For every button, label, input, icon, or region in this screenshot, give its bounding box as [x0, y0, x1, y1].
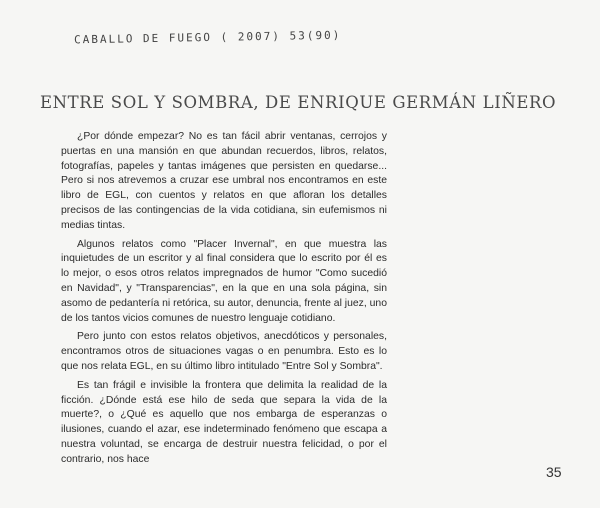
paragraph: Pero junto con estos relatos objetivos, anecdóticos y personales, encontramos otros de situaciones vagas o en penumbra. Esto es lo que nos relata EGL, en su último libro intitulado "Entre Sol y Sombra".: [61, 331, 387, 372]
article-title: ENTRE SOL Y SOMBRA, DE ENRIQUE GERMÁN LIÑERO: [40, 93, 557, 112]
article-body: [61, 130, 387, 472]
paragraph: Es tan frágil e invisible la frontera que delimita la realidad de la ficción. ¿Dónde está ese hilo de seda que separa la vida de la muerte?, o ¿Qué es aquello que nos embarga de esperanzas o ilusiones, cuando el azar, ese indeterminado fenómeno que escapa a nuestra voluntad, se encarga de destruir nuestra felicidad, o por el contrario, nos hace: [61, 379, 387, 465]
paragraph: ¿Por dónde empezar? No es tan fácil abrir ventanas, cerrojos y puertas en una mansión en que abundan recuerdos, libros, relatos, fotografías, papeles y tantas imágenes que persisten en quedarse... Pero si nos atrevemos a cruzar ese umbral nos encontramos en este libro de EGL, con cuentos y relatos en que afloran los detalles precisos de las contingencias de la vida cotidiana, sin eufemismos ni medias tintas.: [61, 131, 387, 231]
handwritten-note: CABALLO DE FUEGO ( 2007) 53(90): [73, 28, 342, 47]
page-number: 35: [546, 464, 562, 480]
paragraph: Algunos relatos como "Placer Invernal", en que muestra las inquietudes de un escritor y al final considera que lo escrito por él es lo mejor, o esos otros relatos impregnados de humor "Como sucedió en Navidad", y "Transparencias", en la que en una sola página, sin asomo de pedantería ni retórica, su autor, denuncia, frente al juez, uno de los tantos vicios comunes de nuestro lenguaje cotidiano.: [61, 238, 387, 324]
